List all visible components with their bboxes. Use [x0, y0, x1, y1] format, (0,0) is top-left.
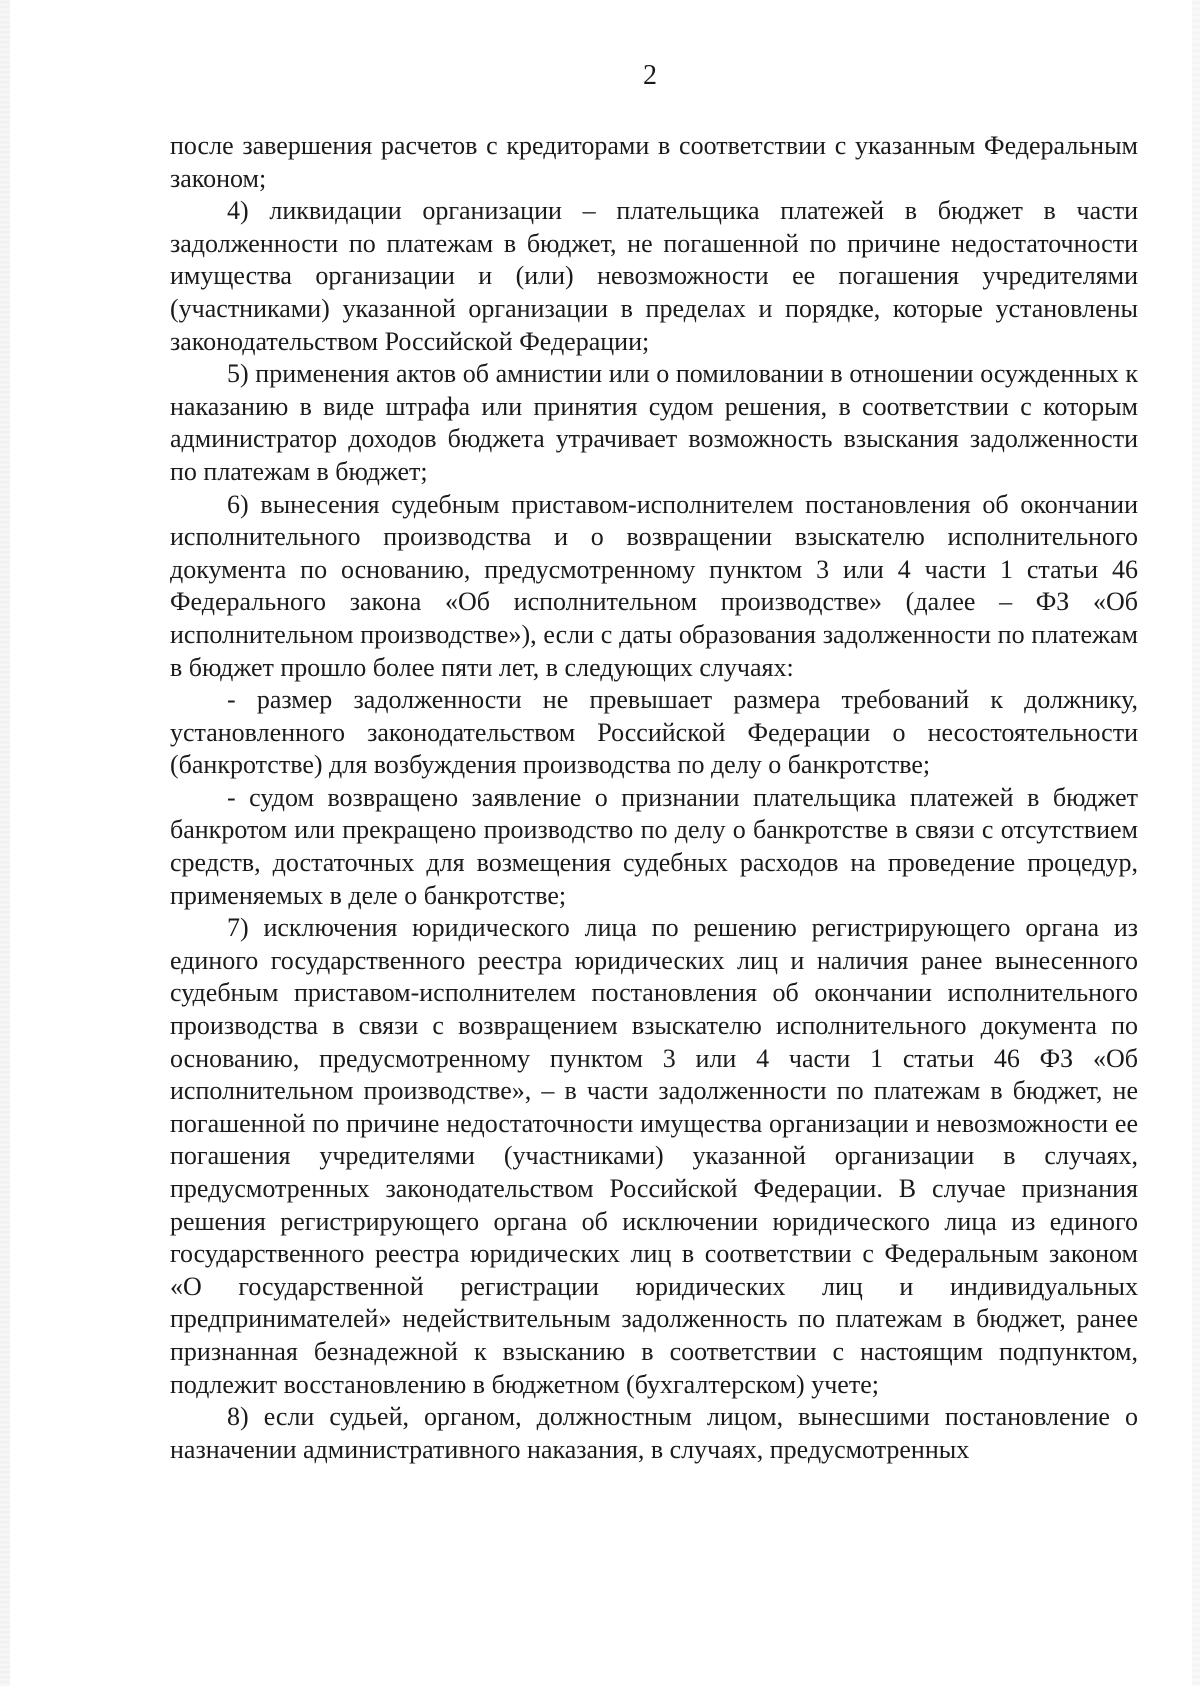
paragraph-item-7: 7) исключения юридического лица по решению регистрирующего органа из единого государственного реестра юридических лиц и наличия ранее вынесенного судебным приставом-исполнителем постановления об окончании исполнительного производства в связи с возвращением взыскателю исполнительного документа по основанию, предусмотренному пунктом 3 или 4 части 1 статьи 46 ФЗ «Об исполнительном производстве», – в части задолженности по платежам в бюджет, не погашенной по причине недостаточности имущества организации и невозможности ее погашения учредителями (участниками) указанной организации в случаях, предусмотренных законодательством Российской Федерации. В случае признания решения регистрирующего органа об исключении юридического лица из единого государственного реестра юридических лиц в соответствии с Федеральным законом «О государственной регистрации юридических лиц и индивидуальных предпринимателей» недействительным задолженность по платежам в бюджет, ранее признанная безнадежной к взысканию в соответствии с настоящим подпунктом, подлежит восстановлению в бюджетном (бухгалтерском) учете;: [170, 913, 1138, 1399]
scan-edge-left: [0, 0, 10, 1686]
paragraph-item-5: 5) применения актов об амнистии или о помиловании в отношении осужденных к наказанию в виде штрафа или принятия судом решения, в соответствии с которым администратор доходов бюджета утрачивает возможность взыскания задолженности по платежам в бюджет;: [170, 359, 1138, 486]
paragraph-item-6: 6) вынесения судебным приставом-исполнителем постановления об окончании исполнительного производства и о возвращении взыскателю исполнительного документа по основанию, предусмотренному пунктом 3 или 4 части 1 статьи 46 Федерального закона «Об исполнительном производстве» (далее – ФЗ «Об исполнительном производстве»), если с даты образования задолженности по платежам в бюджет прошло более пяти лет, в следующих случаях:: [170, 489, 1138, 682]
paragraph-item-8: 8) если судьей, органом, должностным лицом, вынесшими постановление о назначении административного наказания, в случаях, предусмотренных: [170, 1402, 1138, 1464]
scan-edge-right: [1192, 0, 1200, 1686]
paragraph-item-4: 4) ликвидации организации – плательщика платежей в бюджет в части задолженности по платежам в бюджет, не погашенной по причине недостаточности имущества организации и (или) невозможности ее погашения учредителями (участниками) указанной организации в пределах и порядке, которые установлены законодательством Российской Федерации;: [170, 196, 1138, 356]
paragraph-bullet-1: - размер задолженности не превышает размера требований к должнику, установленного законодательством Российской Федерации о несостоятельности (банкротстве) для возбуждения производства по делу о банкротстве;: [170, 685, 1138, 780]
document-body: [170, 130, 1138, 1466]
page-number: 2: [643, 60, 657, 91]
paragraph-continuation: после завершения расчетов с кредиторами в соответствии с указанным Федеральным законом;: [170, 131, 1138, 193]
paragraph-bullet-2: - судом возвращено заявление о признании плательщика платежей в бюджет банкротом или прекращено производство по делу о банкротстве в связи с отсутствием средств, достаточных для возмещения судебных расходов на проведение процедур, применяемых в деле о банкротстве;: [170, 782, 1138, 910]
